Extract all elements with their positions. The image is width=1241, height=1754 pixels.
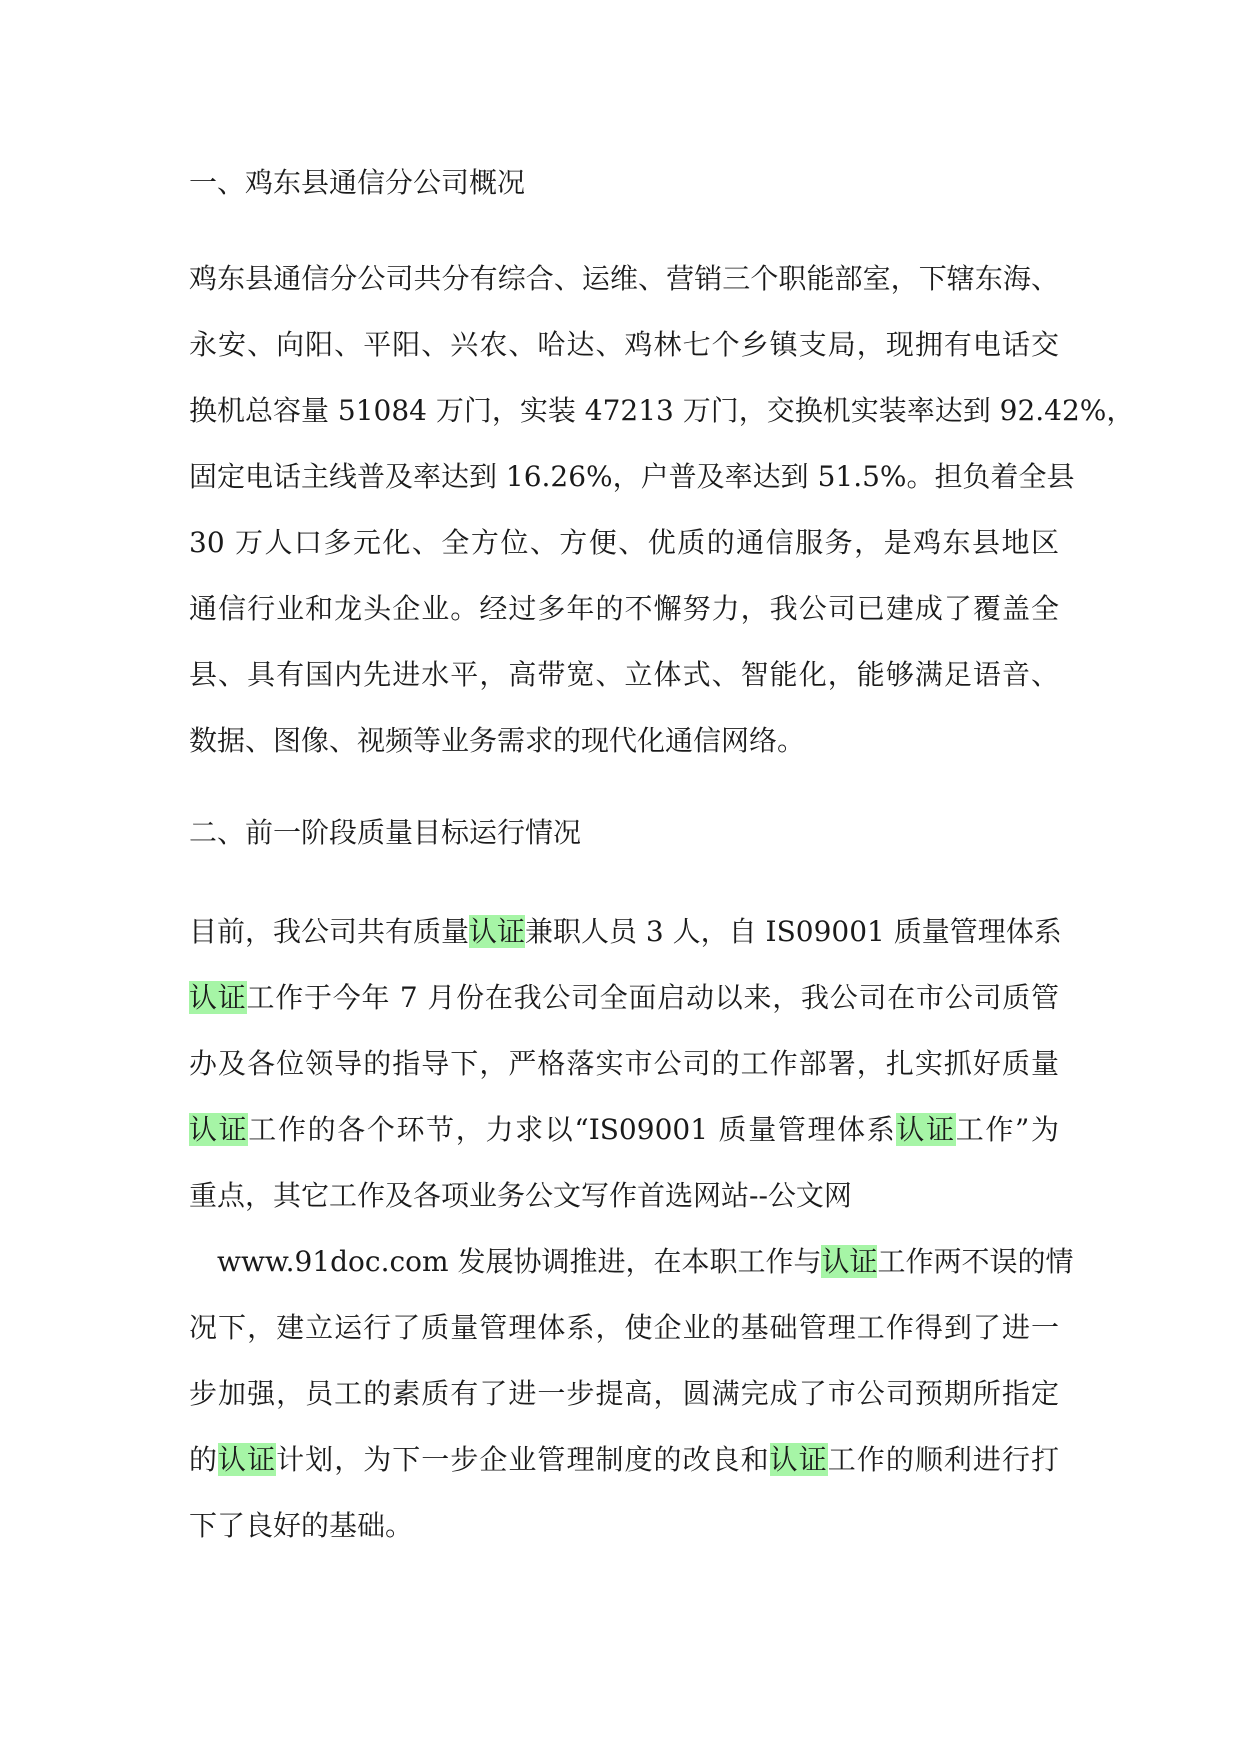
search-highlight: 认证 (189, 981, 247, 1014)
paragraph-line: 通信行业和龙头企业。经过多年的不懈努力，我公司已建成了覆盖全 (189, 592, 1059, 625)
paragraph-line: 县、具有国内先进水平，高带宽、立体式、智能化，能够满足语音、 (189, 658, 1059, 691)
paragraph-line: 换机总容量 51084 万门，实装 47213 万门，交换机实装率达到 92.42%， (189, 394, 1135, 427)
search-highlight: 认证 (896, 1113, 956, 1146)
section-heading-progress: 二、前一阶段质量目标运行情况 (189, 816, 582, 849)
paragraph-line: 的认证计划，为下一步企业管理制度的改良和认证工作的顺利进行打 (189, 1443, 1059, 1476)
paragraph-line: 鸡东县通信分公司共分有综合、运维、营销三个职能部室，下辖东海、 (189, 262, 1059, 295)
spacer (189, 216, 1059, 246)
spacer (189, 774, 1059, 800)
paragraph-line: 目前，我公司共有质量认证兼职人员 3 人，自 IS09001 质量管理体系 (189, 915, 1062, 948)
section-heading-overview: 一、鸡东县通信分公司概况 (189, 166, 526, 199)
paragraph-line: 数据、图像、视频等业务需求的现代化通信网络。 (189, 724, 806, 757)
paragraph-line: 固定电话主线普及率达到 16.26%，户普及率达到 51.5%。担负着全县 (189, 460, 1075, 493)
paragraph-line: 办及各位领导的指导下，严格落实市公司的工作部署，扎实抓好质量 (189, 1047, 1059, 1080)
paragraph-line: 步加强，员工的素质有了进一步提高，圆满完成了市公司预期所指定 (189, 1377, 1059, 1410)
overview-paragraph (189, 246, 1135, 774)
document-page (189, 150, 1135, 1559)
search-highlight: 认证 (769, 1443, 828, 1476)
paragraph-line: 况下，建立运行了质量管理体系，使企业的基础管理工作得到了进一 (189, 1311, 1059, 1344)
paragraph-line: 认证工作于今年 7 月份在我公司全面启动以来，我公司在市公司质管 (189, 981, 1059, 1014)
search-highlight: 认证 (469, 915, 526, 948)
search-highlight: 认证 (218, 1443, 277, 1476)
search-highlight: 认证 (821, 1245, 878, 1278)
progress-paragraph-1 (189, 899, 1062, 1229)
spacer (189, 866, 1059, 899)
paragraph-line: 重点，其它工作及各项业务公文写作首选网站--公文网 (189, 1179, 852, 1212)
search-highlight: 认证 (189, 1113, 249, 1146)
progress-paragraph-2 (189, 1229, 1074, 1559)
paragraph-line: 30 万人口多元化、全方位、方便、优质的通信服务，是鸡东县地区 (189, 526, 1059, 559)
paragraph-line: 认证工作的各个环节，力求以“IS09001 质量管理体系认证工作”为 (189, 1113, 1059, 1146)
paragraph-line: www.91doc.com 发展协调推进，在本职工作与认证工作两不误的情 (217, 1245, 1074, 1278)
paragraph-line: 永安、向阳、平阳、兴农、哈达、鸡林七个乡镇支局，现拥有电话交 (189, 328, 1059, 361)
paragraph-line: 下了良好的基础。 (189, 1509, 414, 1542)
